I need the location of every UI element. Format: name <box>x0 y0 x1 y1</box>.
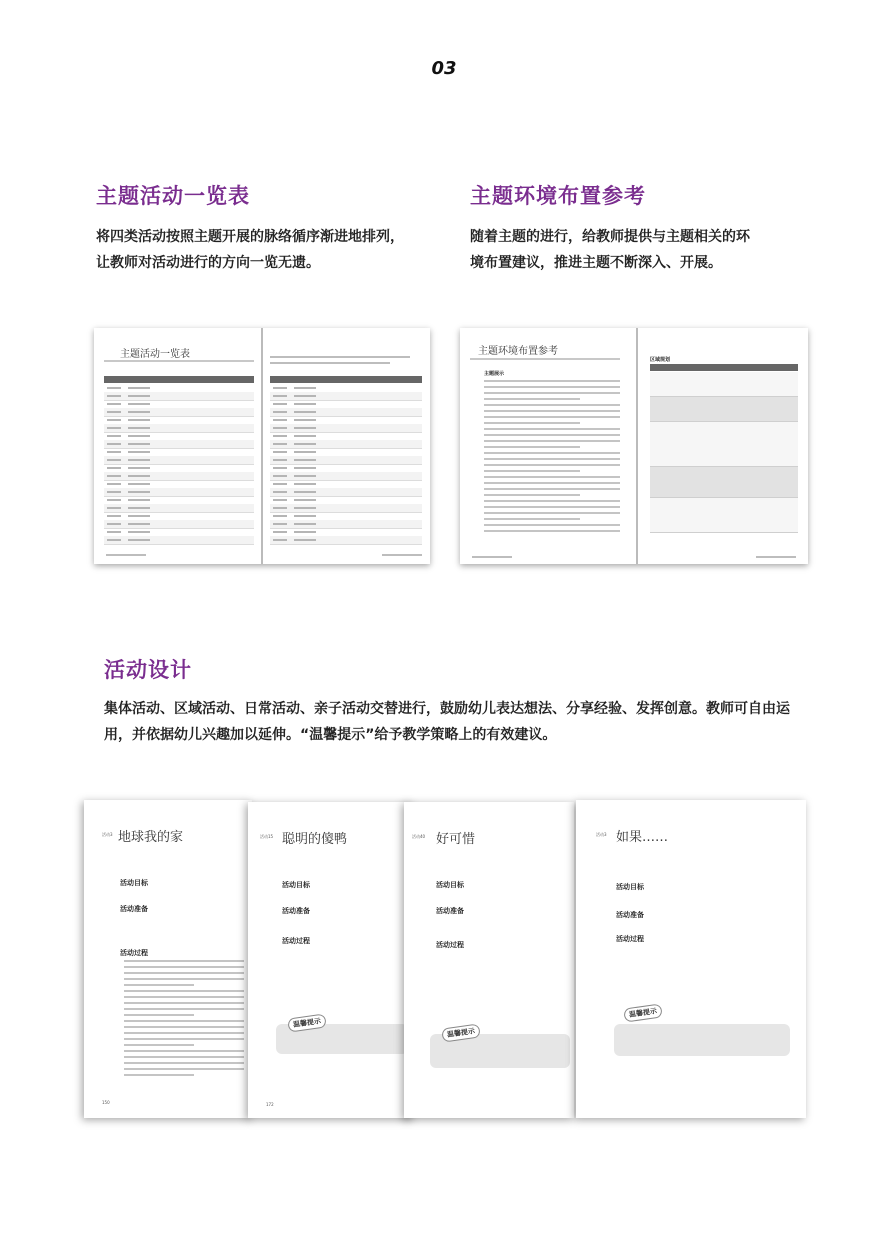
table-cell <box>128 443 150 445</box>
text-line <box>484 458 620 460</box>
table-cell <box>128 483 150 485</box>
overview-table-left <box>104 384 254 544</box>
table-cell <box>294 435 316 437</box>
text-line <box>124 1068 244 1070</box>
table-cell <box>128 467 150 469</box>
activity-card-2 <box>248 802 414 1118</box>
table-cell <box>107 443 121 445</box>
overview-thumb-underline <box>104 360 254 362</box>
table-cell <box>294 403 316 405</box>
table-cell <box>107 507 121 509</box>
activity-card-3-title: 好可惜 <box>436 832 476 847</box>
table-cell <box>294 483 316 485</box>
table-row <box>650 397 798 422</box>
activity-body-line2: 用，并依据幼儿兴趣加以延伸。“温馨提示”给予教学策略上的有效建议。 <box>104 727 557 743</box>
activity-card-2-sub2: 活动准备 <box>282 907 310 915</box>
environment-table <box>650 372 798 552</box>
table-cell <box>294 387 316 389</box>
overview-right-note <box>270 356 410 358</box>
table-cell <box>107 499 121 501</box>
table-cell <box>273 411 287 413</box>
activity-card-2-title: 聪明的傻鸭 <box>282 832 348 847</box>
table-cell <box>128 499 150 501</box>
table-cell <box>128 539 150 541</box>
table-cell <box>128 451 150 453</box>
activity-card-1-sub2: 活动准备 <box>120 905 148 913</box>
table-cell <box>294 451 316 453</box>
table-cell <box>273 387 287 389</box>
table-cell <box>294 419 316 421</box>
table-cell <box>273 475 287 477</box>
table-cell <box>294 475 316 477</box>
overview-table-right-header <box>270 376 422 383</box>
table-cell <box>273 451 287 453</box>
table-cell <box>294 395 316 397</box>
table-cell <box>294 459 316 461</box>
text-line <box>124 1020 244 1022</box>
overview-table-right <box>270 384 422 544</box>
overview-thumbnail <box>94 328 430 564</box>
text-line <box>484 380 620 382</box>
text-line <box>484 392 620 394</box>
activity-card-1-sub3: 活动过程 <box>120 949 148 957</box>
environment-title: 主题环境布置参考 <box>470 184 646 208</box>
text-line <box>484 440 620 442</box>
table-cell <box>294 411 316 413</box>
table-cell <box>273 491 287 493</box>
table-cell <box>128 523 150 525</box>
activity-card-2-sub1: 活动目标 <box>282 881 310 889</box>
table-cell <box>107 395 121 397</box>
environment-right-footer <box>756 556 796 558</box>
table-row <box>650 467 798 498</box>
overview-left-footer <box>106 554 146 556</box>
text-line <box>124 984 194 986</box>
activity-card-1-label: 活动3 <box>102 832 113 837</box>
table-cell <box>294 515 316 517</box>
text-line <box>484 464 620 466</box>
text-line <box>484 524 620 526</box>
text-line <box>124 1008 244 1010</box>
overview-right-note-2 <box>270 362 390 364</box>
activity-card-4-tip: 温馨提示 <box>623 1003 663 1022</box>
text-line <box>124 1038 244 1040</box>
text-line <box>124 1074 194 1076</box>
table-cell <box>294 507 316 509</box>
text-line <box>124 1044 194 1046</box>
environment-body-line2: 境布置建议，推进主题不断深入、开展。 <box>470 255 722 271</box>
table-cell <box>128 515 150 517</box>
text-line <box>484 422 580 424</box>
table-row <box>650 372 798 397</box>
table-cell <box>294 491 316 493</box>
text-line <box>484 434 620 436</box>
activity-card-3-sub1: 活动目标 <box>436 881 464 889</box>
table-cell <box>128 403 150 405</box>
environment-thumb-underline <box>470 358 620 360</box>
table-cell <box>128 419 150 421</box>
table-cell <box>107 459 121 461</box>
table-cell <box>273 507 287 509</box>
table-cell <box>294 427 316 429</box>
table-cell <box>273 539 287 541</box>
activity-card-2-sub3: 活动过程 <box>282 937 310 945</box>
table-cell <box>107 403 121 405</box>
text-line <box>484 482 620 484</box>
table-cell <box>128 491 150 493</box>
text-line <box>484 506 620 508</box>
table-cell <box>107 419 121 421</box>
page-number: 03 <box>431 58 457 79</box>
table-cell <box>128 475 150 477</box>
table-cell <box>128 531 150 533</box>
table-cell <box>107 531 121 533</box>
table-cell <box>107 451 121 453</box>
table-row <box>104 536 254 545</box>
table-cell <box>107 387 121 389</box>
table-cell <box>107 539 121 541</box>
table-cell <box>107 491 121 493</box>
activity-body-line1: 集体活动、区域活动、日常活动、亲子活动交替进行，鼓励幼儿表达想法、分享经验、发挥创意。教师可自由运 <box>104 701 790 717</box>
text-line <box>124 1032 244 1034</box>
activity-card-1-title: 地球我的家 <box>118 830 184 845</box>
activity-card-3-sub3: 活动过程 <box>436 941 464 949</box>
activity-card-3-label: 活动40 <box>412 834 426 839</box>
text-line <box>124 996 244 998</box>
table-cell <box>273 395 287 397</box>
overview-thumb-spine <box>261 328 263 564</box>
activity-card-1 <box>84 800 252 1118</box>
text-line <box>124 1026 244 1028</box>
environment-thumb-title: 主题环境布置参考 <box>478 346 558 357</box>
overview-body-line1: 将四类活动按照主题开展的脉络循序渐进地排列， <box>96 229 404 245</box>
text-line <box>124 1002 244 1004</box>
overview-title: 主题活动一览表 <box>96 184 250 208</box>
table-cell <box>128 427 150 429</box>
environment-body-line1: 随着主题的进行，给教师提供与主题相关的环 <box>470 229 750 245</box>
environment-body <box>470 224 810 276</box>
activity-card-4-sub3: 活动过程 <box>616 935 644 943</box>
table-cell <box>273 499 287 501</box>
text-line <box>484 416 620 418</box>
text-line <box>484 530 620 532</box>
activity-card-4-sub1: 活动目标 <box>616 883 644 891</box>
activity-card-1-sub1: 活动目标 <box>120 879 148 887</box>
table-cell <box>107 483 121 485</box>
table-cell <box>273 443 287 445</box>
activity-card-2-label: 活动15 <box>260 834 274 839</box>
table-cell <box>128 459 150 461</box>
environment-left-text <box>484 380 624 540</box>
text-line <box>484 512 620 514</box>
table-cell <box>107 515 121 517</box>
text-line <box>124 960 244 962</box>
table-cell <box>294 443 316 445</box>
text-line <box>484 446 580 448</box>
table-cell <box>107 427 121 429</box>
text-line <box>124 1050 244 1052</box>
text-line <box>484 470 580 472</box>
text-line <box>484 518 580 520</box>
table-cell <box>273 403 287 405</box>
text-line <box>124 1014 194 1016</box>
table-cell <box>294 523 316 525</box>
table-cell <box>294 499 316 501</box>
table-cell <box>107 475 121 477</box>
table-cell <box>128 411 150 413</box>
table-cell <box>128 395 150 397</box>
table-cell <box>273 515 287 517</box>
table-cell <box>273 523 287 525</box>
overview-body <box>96 224 456 276</box>
table-cell <box>294 467 316 469</box>
table-cell <box>273 531 287 533</box>
activity-card-2-tip: 温馨提示 <box>287 1013 327 1032</box>
text-line <box>124 972 244 974</box>
overview-right-footer <box>382 554 422 556</box>
activity-card-3-sub2: 活动准备 <box>436 907 464 915</box>
table-cell <box>273 467 287 469</box>
activity-body <box>104 696 824 748</box>
overview-table-left-header <box>104 376 254 383</box>
table-cell <box>273 459 287 461</box>
activity-card-4 <box>576 800 806 1118</box>
text-line <box>484 476 620 478</box>
text-line <box>484 488 620 490</box>
table-cell <box>294 539 316 541</box>
table-cell <box>273 435 287 437</box>
table-cell <box>273 427 287 429</box>
activity-title: 活动设计 <box>104 658 192 682</box>
table-row <box>650 498 798 533</box>
text-line <box>484 500 620 502</box>
table-cell <box>128 507 150 509</box>
text-line <box>484 398 580 400</box>
environment-thumb-spine <box>636 328 638 564</box>
activity-card-3-tip: 温馨提示 <box>441 1023 481 1042</box>
activity-card-1-footer: 150 <box>102 1100 110 1105</box>
text-line <box>124 966 244 968</box>
environment-table-header <box>650 364 798 371</box>
table-cell <box>273 483 287 485</box>
text-line <box>124 1056 244 1058</box>
table-cell <box>128 387 150 389</box>
activity-card-4-label: 活动3 <box>596 832 607 837</box>
environment-thumb-sub1: 主题展示 <box>484 371 505 377</box>
text-line <box>124 978 244 980</box>
table-row <box>650 422 798 467</box>
table-cell <box>107 467 121 469</box>
table-cell <box>294 531 316 533</box>
activity-card-4-title: 如果…… <box>616 830 669 845</box>
overview-body-line2: 让教师对活动进行的方向一览无遗。 <box>96 255 320 271</box>
table-row <box>270 536 422 545</box>
text-line <box>484 410 620 412</box>
text-line <box>484 386 620 388</box>
activity-card-4-sub2: 活动准备 <box>616 911 644 919</box>
table-cell <box>128 435 150 437</box>
environment-left-footer <box>472 556 512 558</box>
overview-thumb-title: 主题活动一览表 <box>120 349 190 360</box>
text-line <box>484 428 620 430</box>
table-cell <box>107 523 121 525</box>
text-line <box>484 494 580 496</box>
table-cell <box>107 411 121 413</box>
table-cell <box>107 435 121 437</box>
environment-thumb-sub2: 区域规划 <box>650 357 671 363</box>
text-line <box>124 1062 244 1064</box>
environment-thumbnail <box>460 328 808 564</box>
text-line <box>124 990 244 992</box>
activity-card-4-tip-box <box>614 1024 790 1056</box>
activity-card-2-footer: 172 <box>266 1102 274 1107</box>
table-cell <box>273 419 287 421</box>
text-line <box>484 452 620 454</box>
text-line <box>484 404 620 406</box>
activity-card-3 <box>404 802 574 1118</box>
